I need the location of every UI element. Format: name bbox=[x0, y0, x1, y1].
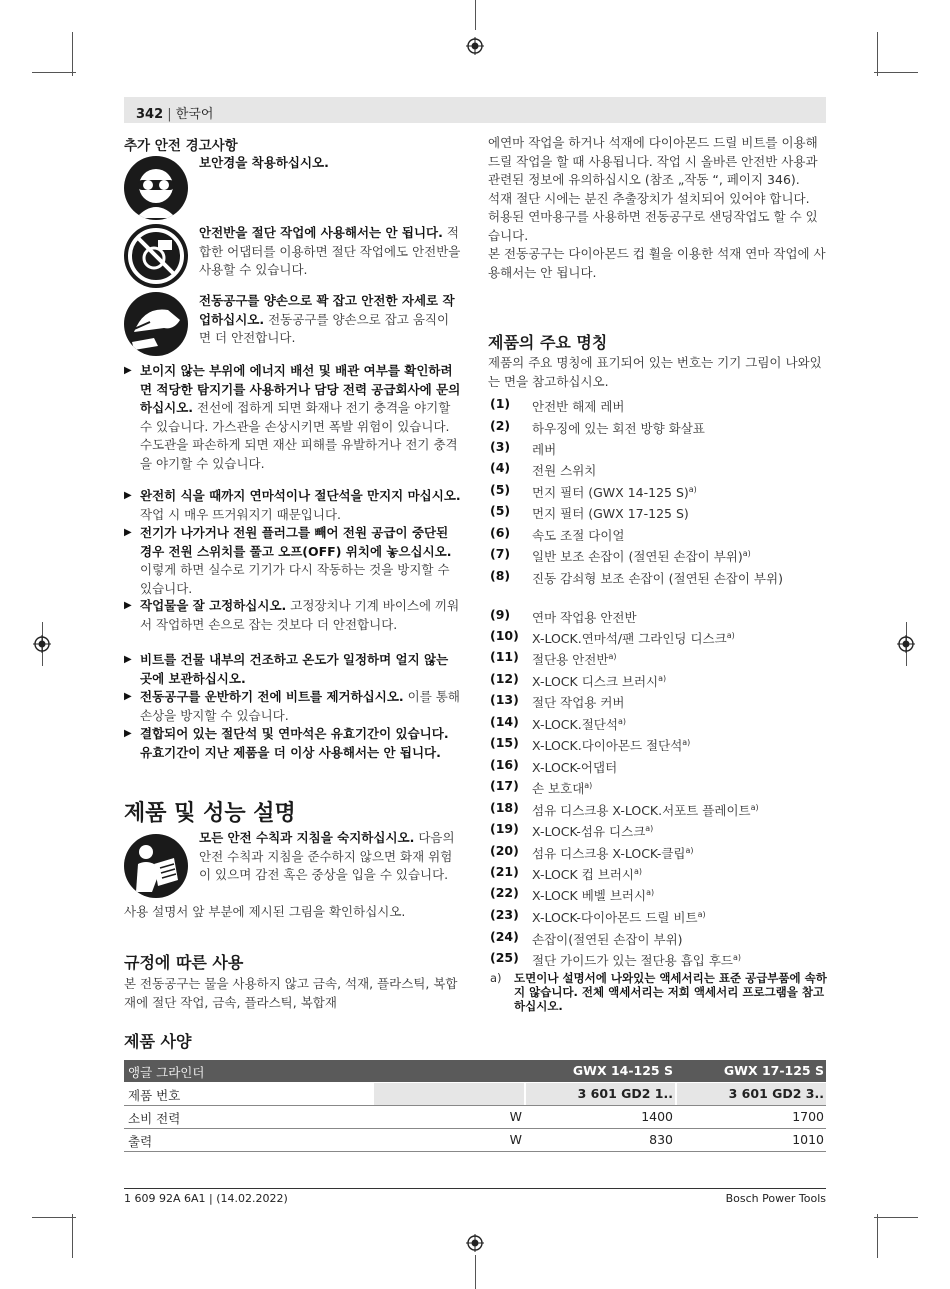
crop-mark bbox=[32, 72, 76, 73]
component-label bbox=[532, 756, 832, 777]
component-label-text: X-LOCK-섬유 디스크 bbox=[532, 824, 646, 840]
component-label bbox=[532, 928, 832, 949]
crop-mark bbox=[72, 1214, 73, 1258]
components-title: 제품의 주요 명칭 bbox=[488, 333, 608, 352]
component-label-text: 먼지 필터 (GWX 14-125 S) bbox=[532, 485, 689, 501]
component-label bbox=[532, 417, 832, 438]
spec-label: 제품 번호 bbox=[128, 1088, 181, 1103]
component-footnote-ref: a) bbox=[682, 738, 691, 747]
component-number: (23) bbox=[490, 907, 519, 922]
table-row bbox=[124, 1083, 826, 1106]
safety-goggles-icon bbox=[124, 156, 188, 220]
page-language: 한국어 bbox=[175, 107, 214, 122]
no-guard-cutting-icon bbox=[124, 224, 188, 288]
spec-unit: W bbox=[509, 1132, 522, 1147]
bullet-text: 이를 통해 손상을 방지할 수 있습니다. bbox=[140, 689, 460, 723]
crop-mark bbox=[72, 32, 73, 76]
component-label-text: 레버 bbox=[532, 442, 557, 458]
footnote bbox=[490, 971, 828, 1013]
component-label-text: X-LOCK 컵 브러시 bbox=[532, 867, 634, 883]
component-number: (14) bbox=[490, 714, 519, 729]
component-label bbox=[532, 459, 832, 480]
crop-mark bbox=[475, 1255, 476, 1289]
page-header-bar bbox=[124, 97, 826, 123]
component-label bbox=[532, 863, 832, 884]
paragraph: 본 전동공구는 다이아몬드 컵 휠을 이용한 석재 연마 작업에 사용해서는 안 됩니다. bbox=[488, 246, 826, 280]
icon-block-bold: 보안경을 착용하십시오. bbox=[199, 155, 329, 170]
component-footnote-ref: a) bbox=[726, 631, 735, 640]
component-footnote-ref: a) bbox=[697, 910, 706, 919]
component-number: (5) bbox=[490, 482, 511, 497]
manual-bold: 모든 안전 수칙과 지침을 숙지하십시오. bbox=[199, 830, 415, 845]
component-label-text: X-LOCK 베벨 브러시 bbox=[532, 888, 647, 904]
safety-bullet: ▶ 전동공구를 운반하기 전에 비트를 제거하십시오. 이를 통해 손상을 방지할 수 있습니다. bbox=[124, 689, 460, 723]
table-row bbox=[124, 1106, 826, 1129]
extra-safety-title: 추가 안전 경고사항 bbox=[124, 138, 238, 154]
specs-header-col2: GWX 17-125 S bbox=[723, 1063, 824, 1078]
two-hands-hold-icon bbox=[124, 292, 188, 356]
safety-bullet: ▶ 작업물을 잘 고정하십시오. 고정장치나 기계 바이스에 끼워서 작업하면 손으로 잡는 것보다 더 안전합니다. bbox=[124, 598, 460, 632]
component-number: (24) bbox=[490, 929, 519, 944]
spec-value-1: 3 601 GD2 1.. bbox=[577, 1086, 673, 1101]
page-number: 342 bbox=[136, 107, 164, 122]
safety-bullet: ▶ 보이지 않는 부위에 에너지 배선 및 배관 여부를 확인하려면 적당한 탐지기를 사용하거나 담당 전력 공급회사에 문의하십시오. 전선에 접하게 되면 화재나 전기 충격을 야기할 수 있습니다. 가스관을 손상시키면 폭발 위험이 있습니다. 수도관을 파손하게 되면 재산 피해를 유발하거나 전기 충격을 야기할 수 있습니다. bbox=[124, 363, 461, 471]
component-label-text: X-LOCK-다이아몬드 드릴 비트 bbox=[532, 910, 698, 926]
bullet-bold: 비트를 건물 내부의 건조하고 온도가 일정하며 얼지 않는 곳에 보관하십시오. bbox=[140, 652, 449, 686]
spec-value-2: 1700 bbox=[792, 1109, 824, 1124]
component-footnote-ref: a) bbox=[742, 549, 751, 558]
spec-label: 출력 bbox=[128, 1134, 153, 1149]
component-label-text: 섬유 디스크용 X-LOCK.서포트 플레이트 bbox=[532, 803, 751, 819]
crop-mark bbox=[877, 32, 878, 76]
spec-value-1: 830 bbox=[649, 1132, 673, 1147]
component-number: (13) bbox=[490, 692, 519, 707]
component-footnote-ref: a) bbox=[608, 652, 617, 661]
manual-text: 다음의 안전 수칙과 지침을 준수하지 않으면 화재 위험이 있으며 감전 혹은 중상을 입을 수 있습니다. bbox=[199, 830, 455, 882]
component-label bbox=[532, 481, 832, 502]
bullet-bold: 결합되어 있는 절단석 및 연마석은 유효기간이 있습니다. 유효기간이 지난 제품을 더 이상 사용해서는 안 됩니다. bbox=[140, 726, 449, 760]
product-description-title: 제품 및 성능 설명 bbox=[124, 801, 296, 826]
component-label-text: 절단용 안전반 bbox=[532, 652, 609, 668]
bullet-bold: 완전히 식을 때까지 연마석이나 절단석을 만지지 마십시오. bbox=[140, 488, 461, 503]
bullet-text: 이렇게 하면 실수로 기기가 다시 작동하는 것을 방지할 수 있습니다. bbox=[140, 562, 450, 596]
component-label bbox=[532, 395, 832, 416]
footer-rule bbox=[124, 1188, 826, 1189]
crop-mark bbox=[877, 1214, 878, 1258]
spec-value-2: 1010 bbox=[792, 1132, 824, 1147]
component-label bbox=[532, 820, 832, 841]
component-label-text: 섬유 디스크용 X-LOCK-클립 bbox=[532, 846, 686, 862]
component-label-text: 진동 감쇠형 보조 손잡이 (절연된 손잡이 부위) bbox=[532, 571, 783, 587]
component-label bbox=[532, 648, 832, 669]
component-label bbox=[532, 777, 832, 798]
component-footnote-ref: a) bbox=[658, 674, 667, 683]
specs-header-label: 앵글 그라인더 bbox=[128, 1065, 205, 1080]
component-label-text: 전원 스위치 bbox=[532, 463, 597, 479]
component-footnote-ref: a) bbox=[685, 846, 694, 855]
component-label-text: 속도 조절 다이얼 bbox=[532, 528, 625, 544]
crop-mark bbox=[475, 0, 476, 30]
registration-mark-icon bbox=[897, 635, 915, 653]
component-number: (2) bbox=[490, 418, 511, 433]
component-label bbox=[532, 670, 832, 691]
crop-mark bbox=[874, 72, 918, 73]
component-label bbox=[532, 545, 832, 566]
footnote-text: 도면이나 설명서에 나와있는 액세서리는 표준 공급부품에 속하지 않습니다. 전체 액세서리는 저희 액세서리 프로그램을 참고하십시오. bbox=[514, 971, 827, 1013]
specs-header-col1: GWX 14-125 S bbox=[572, 1063, 673, 1078]
component-number: (22) bbox=[490, 885, 519, 900]
intended-use-text: 본 전동공구는 물을 사용하지 않고 금속, 석재, 플라스틱, 복합재에 절단 작업, 금속, 플라스틱, 복합재 bbox=[124, 976, 458, 1010]
bullet-bold: 작업물을 잘 고정하십시오. bbox=[140, 598, 287, 613]
icon-block-text bbox=[199, 292, 461, 348]
component-number: (11) bbox=[490, 649, 519, 664]
paragraph: 에연마 작업을 하거나 석재에 다이아몬드 드릴 비트를 이용해 드릴 작업을 할 때 사용됩니다. 작업 시 올바른 안전반 사용과 관련된 정보에 유의하십시오 (참조 „작동 “, 페이지 346). bbox=[488, 135, 818, 187]
registration-mark-icon bbox=[466, 37, 484, 55]
manual-block bbox=[199, 829, 461, 885]
safety-bullet: ▶ 완전히 식을 때까지 연마석이나 절단석을 만지지 마십시오. 작업 시 매우 뜨거워지기 때문입니다. bbox=[124, 488, 461, 522]
component-label-text: X-LOCK 디스크 브러시 bbox=[532, 674, 659, 690]
component-footnote-ref: a) bbox=[733, 953, 742, 962]
component-label bbox=[532, 438, 832, 459]
component-number: (25) bbox=[490, 950, 519, 965]
component-label-text: 안전반 해제 레버 bbox=[532, 399, 625, 415]
bullet-bold: 전동공구를 운반하기 전에 비트를 제거하십시오. bbox=[140, 689, 404, 704]
paragraph: 석재 절단 시에는 분진 추출장치가 설치되어 있어야 합니다. bbox=[488, 190, 810, 206]
bullet-text: 작업 시 매우 뜨거워지기 때문입니다. bbox=[140, 506, 341, 522]
component-footnote-ref: a) bbox=[617, 717, 626, 726]
component-label-text: 먼지 필터 (GWX 17-125 S) bbox=[532, 506, 689, 522]
component-number: (8) bbox=[490, 568, 511, 583]
doc-id: 1 609 92A 6A1 | (14.02.2022) bbox=[124, 1192, 288, 1205]
component-label bbox=[532, 713, 832, 734]
component-label-text: X-LOCK-어댑터 bbox=[532, 760, 618, 776]
icon-block-desc: 전동공구를 양손으로 잡고 움직이면 더 안전합니다. bbox=[199, 311, 450, 345]
bullet-bold: 전기가 나가거나 전원 플러그를 빼어 전원 공급이 중단된 경우 전원 스위치를 풀고 오프(OFF) 위치에 놓으십시오. bbox=[140, 525, 452, 559]
component-label-text: 연마 작업용 안전반 bbox=[532, 610, 637, 626]
spec-unit: W bbox=[509, 1109, 522, 1124]
safety-bullet: ▶ 비트를 건물 내부의 건조하고 온도가 일정하며 얼지 않는 곳에 보관하십시오. bbox=[124, 652, 449, 686]
specs-title: 제품 사양 bbox=[124, 1032, 192, 1051]
icon-block-bold: 안전반을 절단 작업에 사용해서는 안 됩니다. bbox=[199, 225, 443, 240]
components-intro: 제품의 주요 명칭에 표기되어 있는 번호는 기기 그림이 나와있는 면을 참고하십시오. bbox=[488, 355, 822, 389]
footnote-mark: a) bbox=[490, 971, 502, 985]
component-number: (18) bbox=[490, 800, 519, 815]
component-number: (19) bbox=[490, 821, 519, 836]
read-manual-icon bbox=[124, 834, 188, 898]
component-number: (1) bbox=[490, 396, 511, 411]
component-number: (5) bbox=[490, 503, 511, 518]
component-label bbox=[532, 606, 832, 627]
bullet-bold: 보이지 않는 부위에 에너지 배선 및 배관 여부를 확인하려면 적당한 탐지기를 사용하거나 담당 전력 공급회사에 문의하십시오. bbox=[140, 363, 461, 415]
component-number: (9) bbox=[490, 607, 511, 622]
intended-use-cont bbox=[488, 134, 828, 282]
component-label-text: 절단 작업용 커버 bbox=[532, 695, 625, 711]
component-number: (17) bbox=[490, 778, 519, 793]
component-label bbox=[532, 627, 832, 648]
component-label bbox=[532, 799, 832, 820]
component-label bbox=[532, 949, 832, 970]
component-label-text: 일반 보조 손잡이 (절연된 손잡이 부위) bbox=[532, 549, 743, 565]
registration-mark-icon bbox=[33, 635, 51, 653]
component-label bbox=[532, 502, 832, 523]
brand-name: Bosch Power Tools bbox=[725, 1192, 826, 1205]
manual-note: 사용 설명서 앞 부분에 제시된 그림을 확인하십시오. bbox=[124, 904, 406, 919]
component-label-text: X-LOCK.다이아몬드 절단석 bbox=[532, 738, 683, 754]
component-label bbox=[532, 734, 832, 755]
component-footnote-ref: a) bbox=[645, 824, 654, 833]
component-label bbox=[532, 842, 832, 863]
component-number: (3) bbox=[490, 439, 511, 454]
component-number: (7) bbox=[490, 546, 511, 561]
specs-table-header bbox=[124, 1060, 826, 1082]
icon-block-text bbox=[199, 154, 461, 173]
component-label bbox=[532, 567, 832, 588]
component-label-text: 절단 가이드가 있는 절단용 흡입 후드 bbox=[532, 953, 733, 969]
icon-block-desc: 적합한 어댑터를 이용하면 절단 작업에도 안전반을 사용할 수 있습니다. bbox=[199, 225, 461, 277]
component-label bbox=[532, 524, 832, 545]
component-number: (16) bbox=[490, 757, 519, 772]
component-number: (4) bbox=[490, 460, 511, 475]
component-label-text: 손 보호대 bbox=[532, 781, 585, 797]
table-row bbox=[124, 1129, 826, 1152]
component-label-text: 하우징에 있는 회전 방향 화살표 bbox=[532, 421, 705, 437]
spec-value-2: 3 601 GD2 3.. bbox=[728, 1086, 824, 1101]
component-number: (20) bbox=[490, 843, 519, 858]
component-number: (21) bbox=[490, 864, 519, 879]
component-footnote-ref: a) bbox=[750, 803, 759, 812]
component-number: (10) bbox=[490, 628, 519, 643]
bullet-text: 고정장치나 기계 바이스에 끼워서 작업하면 손으로 잡는 것보다 더 안전합니다. bbox=[140, 598, 460, 632]
spec-value-1: 1400 bbox=[641, 1109, 673, 1124]
component-label bbox=[532, 884, 832, 905]
spec-label: 소비 전력 bbox=[128, 1111, 181, 1126]
component-footnote-ref: a) bbox=[633, 867, 643, 876]
crop-mark bbox=[874, 1217, 918, 1218]
component-number: (15) bbox=[490, 735, 519, 750]
bullet-text: 전선에 접하게 되면 화재나 전기 충격을 야기할 수 있습니다. 가스관을 손상시키면 폭발 위험이 있습니다. 수도관을 파손하게 되면 재산 피해를 유발하거나 전기 충격을 야기할 수 있습니다. bbox=[140, 400, 458, 471]
paragraph: 허용된 연마용구를 사용하면 전동공구로 샌딩작업도 할 수 있습니다. bbox=[488, 209, 818, 243]
component-number: (6) bbox=[490, 525, 511, 540]
registration-mark-icon bbox=[466, 1234, 484, 1252]
icon-block-text bbox=[199, 224, 461, 280]
component-label-text: X-LOCK.절단석 bbox=[532, 717, 618, 733]
icon-block-bold: 전동공구를 양손으로 꽉 잡고 안전한 자세로 작업하십시오. bbox=[199, 293, 455, 327]
component-label bbox=[532, 906, 832, 927]
component-label-text: 손잡이(절연된 손잡이 부위) bbox=[532, 932, 683, 948]
safety-bullet: ▶ 결합되어 있는 절단석 및 연마석은 유효기간이 있습니다. 유효기간이 지난 제품을 더 이상 사용해서는 안 됩니다. bbox=[124, 726, 449, 760]
component-label bbox=[532, 691, 832, 712]
component-label-text: X-LOCK.연마석/팬 그라인딩 디스크 bbox=[532, 631, 727, 647]
component-number: (12) bbox=[490, 671, 519, 686]
safety-bullet: ▶ 전기가 나가거나 전원 플러그를 빼어 전원 공급이 중단된 경우 전원 스위치를 풀고 오프(OFF) 위치에 놓으십시오. 이렇게 하면 실수로 기기가 다시 작동하는 것을 방지할 수 있습니다. bbox=[124, 525, 452, 596]
component-footnote-ref: a) bbox=[646, 888, 655, 897]
component-footnote-ref: a) bbox=[688, 485, 697, 494]
page-header: 342 | 한국어 bbox=[136, 107, 214, 122]
crop-mark bbox=[32, 1217, 76, 1218]
component-footnote-ref: a) bbox=[584, 781, 593, 790]
intended-use-title: 규정에 따른 사용 bbox=[124, 953, 244, 972]
